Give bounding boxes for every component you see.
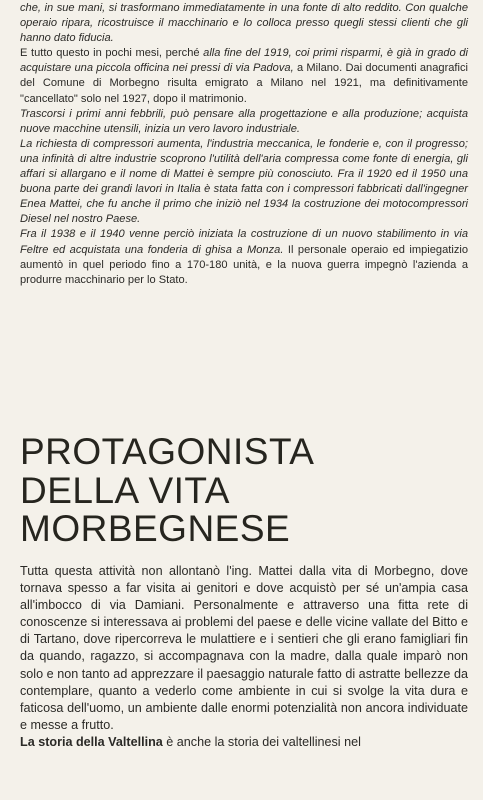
top-text-block [20,1,468,288]
document-page [20,0,468,749]
paragraph-valtellina [20,734,468,751]
paragraph-clients: che, in sue mani, si trasformano immediatamente in una fonte di alto reddito. Con qualche operaio ripara, ricostruisce il macchinario e lo colloca presso quegli stessi clienti che gli hanno dato fiducia. [20,2,468,45]
paragraph-morbegno: Tutta questa attività non allontanò l'ing. Mattei dalla vita di Morbegno, dove tornava spesso a far visita ai genitori e dove acquistò per sé un'ampia casa all'imbocco di via Damiani. Personalmente e attraverso una fitta rete di conoscenze si interessava ai problemi del paese e delle vicine vallate del Bitto e di Tartano, dove ripercorreva le mulattiere e i sentieri che gli erano famigliari fin da quando, ragazzo, si accompagnava con la madre, dalla quale imparò non solo e non tanto ad apprezzare il paesaggio naturale fatto di astratte bellezze da contemplare, quanto a vederlo come ambiente in cui si svolge la vita dura e faticosa dell'uomo, un ambiente dalle enormi potenzialità non ancora individuate e messe a frutto. [20,564,468,732]
heading-line-3: MORBEGNESE [20,508,291,549]
paragraph-milan-start: E tutto questo in pochi mesi, perché [20,47,204,60]
paragraph-production: Trascorsi i primi anni febbrili, può pensare alla progettazione e alla produzione; acquista nuove macchine utensili, inizia un vero lavoro industriale. [20,107,468,135]
paragraph-compressors: La richiesta di compressori aumenta, l'industria meccanica, le fonderie e, con il progresso; una infinità di altre industrie scoprono l'utilità dell'aria compressa come fonte di energia, gli affari si allargano e il nome di Mattei è sempre più conosciuto. Fra il 1920 ed il 1950 una buona parte dei grandi lavori in Italia è stata fatta con i compressori fabbricati dall'ingegner Enea Mattei, che fu anche il primo che iniziò nel 1934 la costruzione dei motocompressori Diesel nel nostro Paese. [20,137,468,226]
paragraph-valtellina-rest: è anche la storia dei valtellinesi nel [162,734,361,749]
heading-line-2: DELLA VITA [20,469,230,511]
paragraph-feltre-end: Il personale operaio ed impiegatizio aumentò in quel periodo fino a 170-180 unità, e la nuova guerra impegnò l'azienda a produrre macchinario per lo Stato. [20,243,468,286]
section-body [20,563,468,751]
paragraph-feltre [20,227,468,287]
paragraph-milan-italic: alla fine del 1919, coi primi risparmi, è già in grado di acquistare una piccola officina nei pressi di via Padova, [20,47,468,75]
paragraph-valtellina-bold: La storia della Valtellina [20,734,163,749]
heading-line-1: PROTAGONISTA [20,431,315,472]
paragraph-milan [20,46,468,106]
paragraph-milan-end: a Milano. Dai documenti anagrafici del Comune di Morbegno risulta emigrato a Milano nel 1921, ma definitivamente "cancellato" solo nel 1927, dopo il matrimonio. [20,62,468,105]
section-heading [20,433,314,549]
paragraph-feltre-italic: Fra il 1938 e il 1940 venne perciò iniziata la costruzione di un nuovo stabilimento in via Feltre ed acquistata una fonderia di ghisa a Monza. [20,228,468,256]
